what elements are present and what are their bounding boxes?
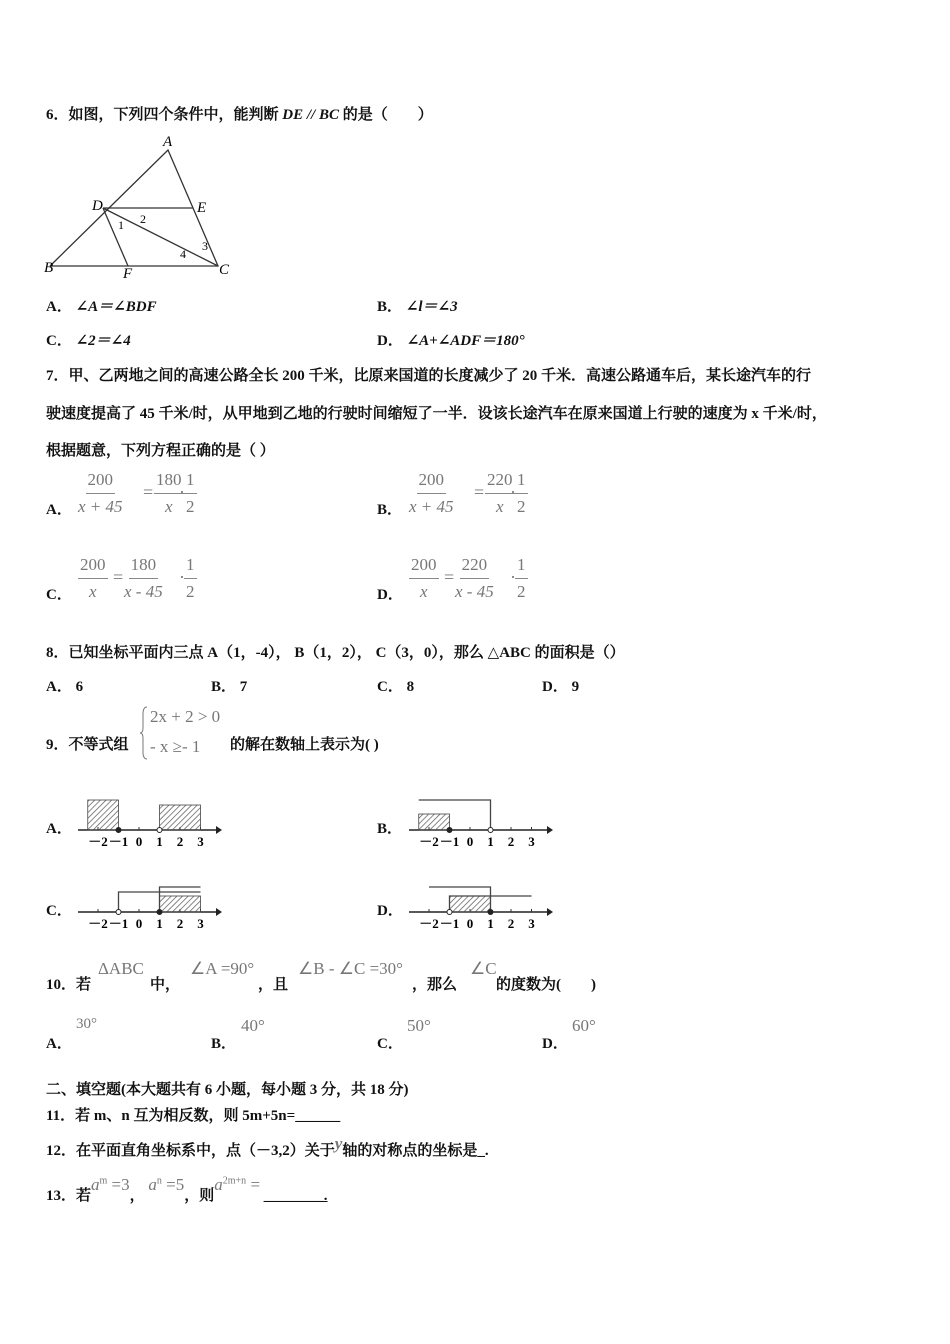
tick-label: －1: [108, 916, 129, 931]
label-C: C: [219, 262, 230, 278]
multiply-dot: ·: [510, 567, 516, 587]
q9-inequality-2: - x ≥- 1: [150, 737, 201, 756]
numerator: 1: [184, 470, 197, 494]
number-line: [407, 872, 552, 932]
tick-label: 1: [156, 834, 163, 849]
q10-num: 10．若: [46, 977, 92, 993]
numerator: 1: [515, 555, 528, 579]
base: a: [91, 1175, 100, 1194]
fraction-3: [515, 555, 528, 602]
open-point: [116, 910, 121, 915]
denominator: x - 45: [455, 582, 494, 601]
option-text: 7: [239, 679, 248, 695]
q8-option-b[interactable]: [211, 675, 247, 696]
label-A: A: [163, 134, 173, 150]
q13-stem: [46, 1175, 328, 1205]
numerator: 180: [129, 555, 159, 579]
number-line: [407, 790, 552, 850]
shaded-region: [160, 805, 201, 830]
q9-brace: [140, 706, 148, 760]
open-point: [488, 828, 493, 833]
option-letter: B．: [211, 679, 237, 695]
denominator: 2: [186, 582, 195, 601]
tick-label: －2: [88, 834, 108, 849]
exp: n: [156, 1175, 162, 1187]
tick-label: 0: [135, 916, 143, 931]
arrow-icon: [216, 908, 222, 916]
tick-label: －2: [88, 916, 108, 931]
option-letter: B．: [211, 1036, 237, 1052]
shaded-region: [419, 814, 450, 830]
option-text: ∠A+∠ADF＝180°: [406, 333, 525, 349]
tick-label: 0: [135, 834, 143, 849]
q10-text-4: 的度数为( ): [496, 977, 596, 993]
option-letter: A．: [46, 821, 72, 837]
numerator: 220: [485, 470, 515, 494]
label-E: E: [197, 200, 207, 216]
option-text: ∠2＝∠4: [75, 333, 131, 349]
option-letter: A．: [46, 502, 72, 518]
q10-text-3: ，那么: [412, 977, 458, 993]
q13-text: 13．若: [46, 1188, 92, 1204]
solid-point: [447, 828, 452, 833]
denominator: x: [164, 497, 173, 516]
tick-label: －1: [108, 834, 129, 849]
base: a: [214, 1175, 223, 1194]
numerator: 200: [78, 555, 108, 579]
q7-line-3: 根据题意，下列方程正确的是（ ）: [46, 443, 275, 459]
tick-label: 2: [507, 916, 515, 931]
option-value: 60°: [572, 1016, 596, 1035]
option-letter: C．: [46, 587, 72, 603]
q11-stem: 11．若 m、n 互为相反数，则 5m+5n=______: [46, 1108, 341, 1124]
exp: 2m+n: [222, 1175, 247, 1187]
tick-label: 3: [528, 916, 535, 931]
q12-stem: [46, 1134, 489, 1160]
comma: ，: [129, 1188, 145, 1204]
label-F: F: [123, 266, 133, 282]
option-letter: A．: [46, 679, 72, 695]
tick-label: －1: [439, 916, 460, 931]
q6-option-c[interactable]: [46, 329, 131, 350]
q6-option-b[interactable]: [377, 295, 458, 316]
shaded-region: [88, 800, 119, 830]
option-value: 50°: [407, 1016, 431, 1035]
multiply-dot: ·: [510, 482, 516, 502]
number-line: [76, 872, 221, 932]
option-text: ∠A＝∠BDF: [75, 299, 157, 315]
q6-stem-text: 6．如图，下列四个条件中，能判断: [46, 107, 283, 123]
q10-text-1: 中，: [150, 977, 181, 993]
tick-label: 2: [507, 834, 515, 849]
tick-label: 1: [487, 834, 494, 849]
option-letter: C．: [46, 333, 72, 349]
tick-label: 3: [197, 916, 204, 931]
tick-label: －1: [439, 834, 460, 849]
option-value: 40°: [241, 1016, 265, 1035]
multiply-dot: ·: [179, 482, 185, 502]
arrow-icon: [547, 908, 553, 916]
q6-stem: [46, 103, 433, 124]
q8-stem: 8．已知坐标平面内三点 A（1，-4）， B（1，2）， C（3，0），那么 △ABC 的面积是（）: [46, 645, 625, 661]
option-letter: D．: [542, 1036, 568, 1052]
numerator: 220: [460, 555, 490, 579]
fraction-1: [78, 555, 108, 602]
shaded-region: [450, 896, 491, 912]
q10-math-angle-c: ∠C: [470, 959, 497, 978]
tick-label: －2: [419, 916, 439, 931]
q12-text-a: 12．在平面直角坐标系中，点（－3,2）关于: [46, 1143, 335, 1159]
denominator: x: [419, 582, 428, 601]
fraction-2: [455, 555, 494, 602]
tick-label: 3: [528, 834, 535, 849]
fraction-2: [124, 555, 163, 602]
q12-text-b: 轴的对称点的坐标是_.: [342, 1143, 489, 1159]
denominator: x + 45: [409, 497, 454, 516]
equals-sign: =: [143, 482, 154, 502]
q10-math-triangle: ΔABC: [98, 959, 144, 978]
q8-option-d[interactable]: [542, 675, 579, 696]
equals-sign: =: [444, 567, 455, 587]
solid-point: [157, 910, 162, 915]
q8-option-c[interactable]: [377, 675, 414, 696]
numerator: 1: [515, 470, 528, 494]
base: a: [148, 1175, 157, 1194]
q12-y: y: [334, 1134, 343, 1153]
angle-2: 2: [140, 212, 146, 226]
q6-option-a[interactable]: [46, 295, 157, 316]
shaded-region: [160, 896, 201, 912]
solid-point: [116, 828, 121, 833]
q13-math-3: [214, 1175, 260, 1194]
option-letter: D．: [377, 903, 403, 919]
q9-stem: 9．不等式组: [46, 737, 129, 753]
option-text: 9: [571, 679, 580, 695]
q10-math-angle-a: ∠A =90°: [190, 959, 255, 978]
numerator: 200: [409, 555, 439, 579]
denominator: 2: [517, 582, 526, 601]
equals-sign: =: [113, 567, 124, 587]
tick-label: 2: [176, 916, 184, 931]
option-letter: C．: [46, 903, 72, 919]
numerator: 200: [86, 470, 116, 494]
q6-stem-math: DE // BC: [282, 107, 339, 123]
q9-stem-end: 的解在数轴上表示为( ): [230, 737, 379, 753]
numerator: 180: [154, 470, 184, 494]
arrow-icon: [547, 826, 553, 834]
q7-line-2: 驶速度提高了 45 千米/时，从甲地到乙地的行驶时间缩短了一半．设该长途汽车在原来国道上行驶的速度为 x 千米/时，: [46, 406, 827, 422]
angle-4: 4: [180, 247, 186, 261]
arrow-icon: [216, 826, 222, 834]
equals-sign: =: [474, 482, 485, 502]
fraction-1: [409, 555, 439, 602]
tick-label: 1: [156, 916, 163, 931]
denominator: 2: [517, 497, 526, 516]
q10-text-2: ，且: [258, 977, 289, 993]
val: =: [246, 1175, 261, 1194]
denominator: x: [88, 582, 97, 601]
denominator: 2: [186, 497, 195, 516]
fraction-3: [184, 470, 197, 517]
option-value: 30°: [76, 1016, 97, 1032]
option-letter: B．: [377, 821, 403, 837]
q9-inequality-1: 2x + 2 > 0: [150, 707, 221, 726]
fraction-3: [184, 555, 197, 602]
q13-answer-blank[interactable]: ________.: [263, 1188, 328, 1204]
tick-label: 2: [176, 834, 184, 849]
tick-label: 0: [466, 834, 474, 849]
q13-math-2: [148, 1175, 184, 1194]
option-letter: A．: [46, 299, 72, 315]
comma: ，则: [184, 1188, 215, 1204]
multiply-dot: ·: [179, 567, 185, 587]
angle-3: 3: [202, 239, 208, 253]
denominator: x: [495, 497, 504, 516]
tick-label: 3: [197, 834, 204, 849]
fraction-1: [409, 470, 454, 517]
tick-label: 0: [466, 916, 474, 931]
exp: m: [99, 1175, 108, 1187]
number-line: [76, 790, 221, 850]
fraction-3: [515, 470, 528, 517]
option-letter: D．: [377, 333, 403, 349]
option-letter: C．: [377, 1036, 403, 1052]
val: =5: [161, 1175, 185, 1194]
fraction-1: [78, 470, 123, 517]
q6-stem-end: 的是（ ）: [338, 107, 433, 123]
option-text: 6: [75, 679, 84, 695]
numerator: 1: [184, 555, 197, 579]
q10-math-angle-diff: ∠B - ∠C =30°: [298, 959, 403, 978]
option-letter: B．: [377, 502, 403, 518]
q7-line-1: 7．甲、乙两地之间的高速公路全长 200 千米，比原来国道的长度减少了 20 千米．高速公路通车后，某长途汽车的行: [46, 368, 812, 384]
val: =3: [107, 1175, 130, 1194]
solid-point: [488, 910, 493, 915]
q6-option-d[interactable]: [377, 329, 525, 350]
angle-1: 1: [118, 218, 124, 232]
denominator: x + 45: [78, 497, 123, 516]
option-letter: D．: [377, 587, 403, 603]
option-letter: A．: [46, 1036, 72, 1052]
q8-option-a[interactable]: [46, 675, 83, 696]
option-text: 8: [406, 679, 415, 695]
denominator: x - 45: [124, 582, 163, 601]
section-2-heading: 二、填空题(本大题共有 6 小题，每小题 3 分，共 18 分): [46, 1082, 409, 1098]
q13-math-1: [91, 1175, 130, 1194]
open-point: [447, 910, 452, 915]
tick-label: －2: [419, 834, 439, 849]
tick-label: 1: [487, 916, 494, 931]
label-D: D: [92, 198, 103, 214]
option-letter: B．: [377, 299, 403, 315]
numerator: 200: [417, 470, 447, 494]
open-point: [157, 828, 162, 833]
option-letter: C．: [377, 679, 403, 695]
label-B: B: [44, 260, 54, 276]
option-letter: D．: [542, 679, 568, 695]
option-text: ∠l＝∠3: [405, 299, 458, 315]
